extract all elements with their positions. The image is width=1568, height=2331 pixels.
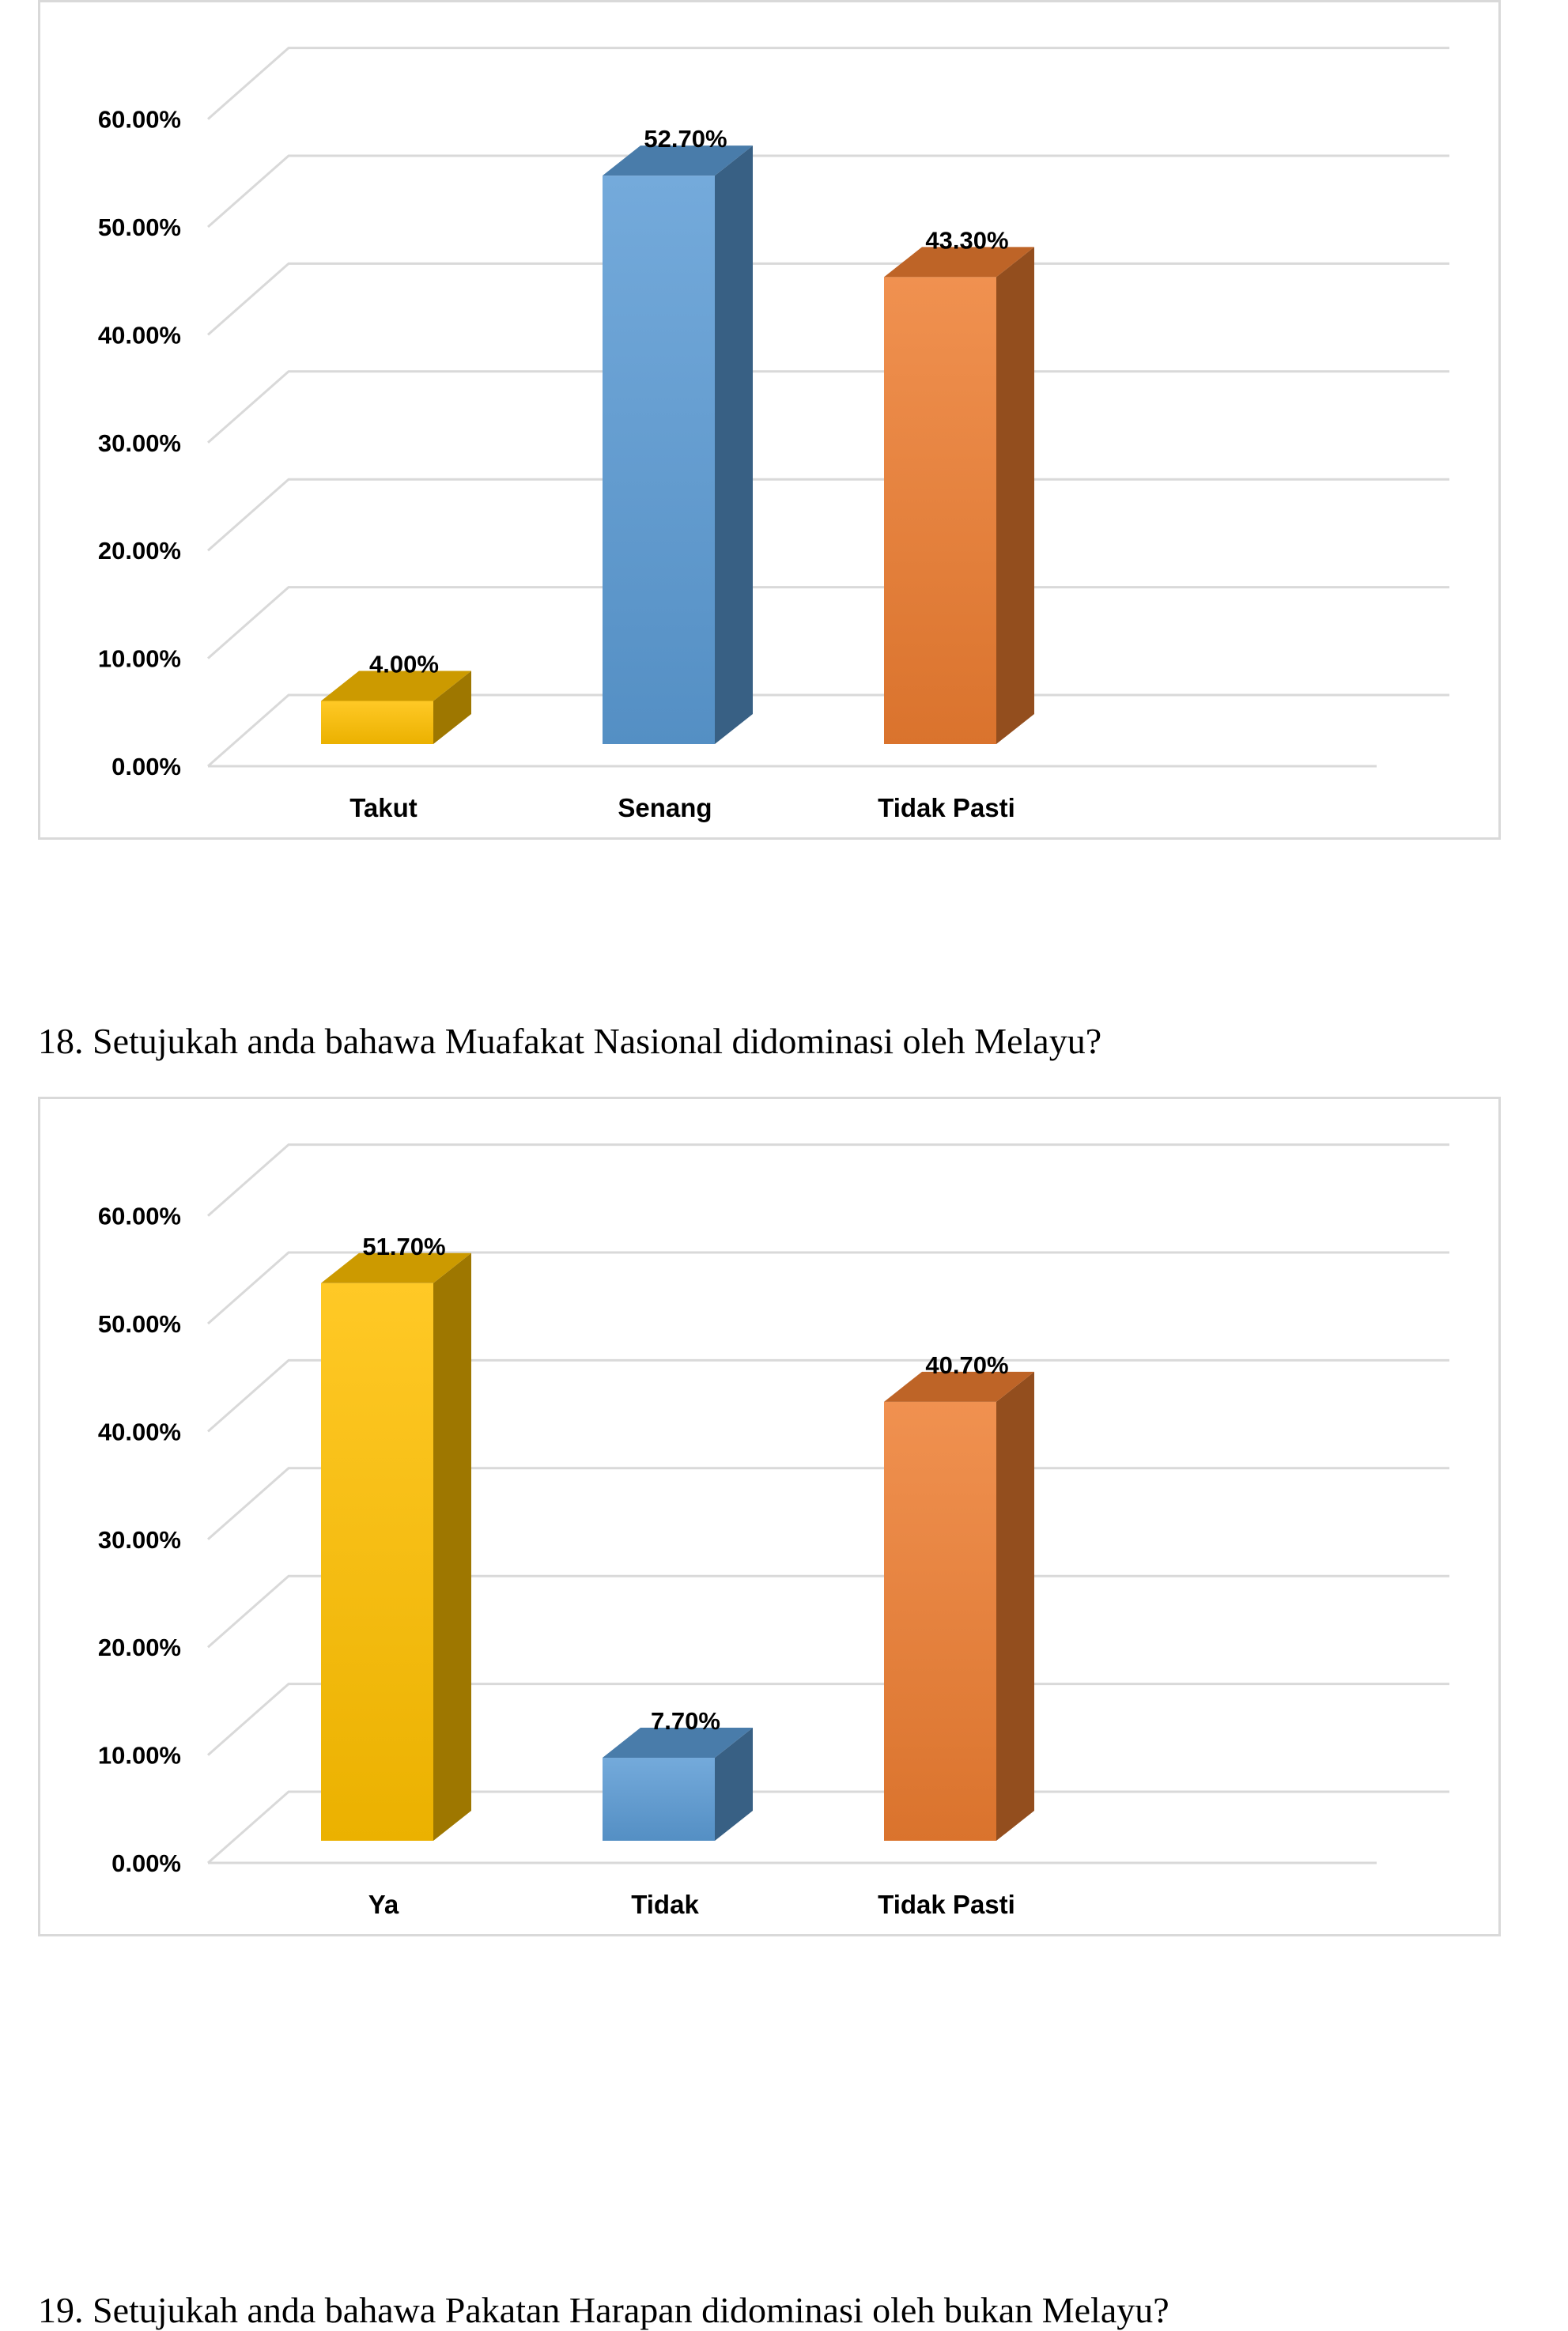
gridline [208,156,1449,227]
bar-front [321,1283,433,1841]
bar-senang [603,145,753,744]
bars [321,125,1034,744]
category-label: Takut [349,793,418,822]
y-tick-label: 50.00% [97,1310,181,1338]
data-label: 40.70% [925,1351,1009,1379]
category-label: Tidak Pasti [878,793,1015,822]
y-axis-ticks [98,1203,181,1877]
data-label: 52.70% [644,125,727,153]
bar-tidak [603,1728,753,1841]
y-tick-label: 40.00% [97,321,181,349]
category-label: Tidak [631,1890,699,1919]
y-tick-label: 50.00% [97,213,181,241]
gridline [208,263,1449,334]
data-label: 51.70% [362,1232,446,1260]
gridline [208,587,1449,659]
data-label: 4.00% [369,650,439,678]
y-tick-label: 0.00% [111,1849,181,1877]
y-tick-label: 30.00% [97,429,181,457]
bar-tidak-pasti [884,1372,1034,1841]
gridline [208,1145,1449,1216]
bar-ya [321,1253,471,1841]
x-axis-categories [349,793,1015,822]
data-label: 7.70% [651,1706,720,1735]
y-axis-ticks [98,106,181,780]
bar-front [884,277,996,744]
chart-takut-senang [38,0,1501,840]
bar-side [996,1372,1034,1841]
bar-front [321,701,433,744]
category-label: Ya [368,1890,399,1919]
bar-side [715,145,753,744]
question-18: 18. Setujukah anda bahawa Muafakat Nasional didominasi oleh Melayu? [38,1021,1102,1061]
bars [321,1233,1034,1841]
y-tick-label: 20.00% [97,537,181,565]
y-tick-label: 10.00% [97,644,181,673]
gridline [208,48,1449,119]
chart-muafakat-nasional [38,1097,1501,1936]
category-label: Senang [618,793,712,822]
bar-front [603,1758,715,1841]
gridline [208,372,1449,443]
data-label: 43.30% [925,226,1009,255]
y-tick-label: 60.00% [97,1202,181,1230]
bar-takut [321,671,471,744]
y-tick-label: 30.00% [97,1525,181,1554]
y-tick-label: 0.00% [111,753,181,780]
bar-side [996,247,1034,744]
y-tick-label: 20.00% [97,1634,181,1662]
y-tick-label: 40.00% [97,1418,181,1446]
bar-tidak-pasti [884,247,1034,744]
y-tick-label: 10.00% [97,1741,181,1770]
bar-front [603,176,715,744]
bar-front [884,1402,996,1841]
gridline [208,479,1449,550]
question-19: 19. Setujukah anda bahawa Pakatan Harapan didominasi oleh bukan Melayu? [38,2290,1169,2330]
y-tick-label: 60.00% [97,105,181,134]
chart-1-svg [40,2,1498,837]
chart-2-svg [40,1099,1498,1934]
x-axis-categories [368,1890,1015,1919]
bar-side [433,1253,471,1841]
category-label: Tidak Pasti [878,1890,1015,1919]
